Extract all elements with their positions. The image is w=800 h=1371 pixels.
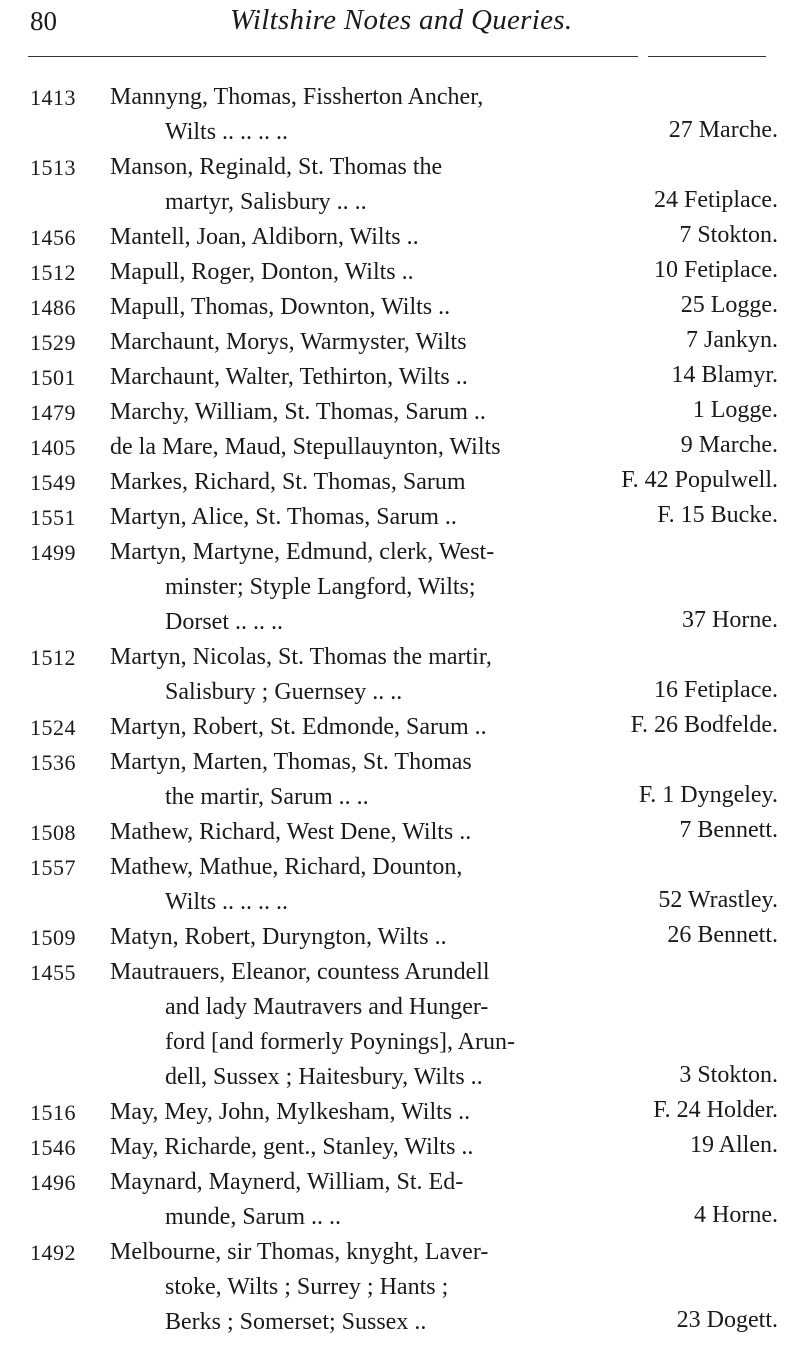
entry-line: Mantell, Joan, Aldiborn, Wilts .. <box>110 224 419 250</box>
entry-line: de la Mare, Maud, Stepullauynton, Wilts <box>110 434 501 460</box>
entry-line: minster; Styple Langford, Wilts; <box>165 574 476 600</box>
index-entry <box>0 920 800 955</box>
entry-year: 1479 <box>30 400 76 425</box>
entry-text <box>110 955 592 1095</box>
entry-line: Marchaunt, Walter, Tethirton, Wilts .. <box>110 364 468 390</box>
entry-year: 1512 <box>30 645 76 670</box>
entry-year: 1524 <box>30 715 76 740</box>
entry-line: Marchaunt, Morys, Warmyster, Wilts <box>110 329 467 355</box>
entry-year: 1513 <box>30 155 76 180</box>
index-entry <box>0 850 800 920</box>
entry-text <box>110 1165 592 1235</box>
entry-register-ref: 24 Fetiplace. <box>654 187 778 213</box>
index-entry <box>0 710 800 745</box>
index-entry <box>0 465 800 500</box>
index-entry <box>0 955 800 1095</box>
entry-text <box>110 325 592 360</box>
index-entry <box>0 1095 800 1130</box>
entry-register-ref: F. 26 Bodfelde. <box>630 712 778 738</box>
entry-line: Mautrauers, Eleanor, countess Arundell <box>110 959 490 985</box>
entry-year: 1486 <box>30 295 76 320</box>
entry-year: 1501 <box>30 365 76 390</box>
entry-line: May, Richarde, gent., Stanley, Wilts .. <box>110 1134 474 1160</box>
entry-register-ref: 37 Horne. <box>682 607 778 633</box>
index-entries <box>0 80 800 1340</box>
entry-register-ref: 14 Blamyr. <box>671 362 778 388</box>
entry-line: the martir, Sarum .. .. <box>165 784 369 810</box>
entry-text <box>110 1130 592 1165</box>
entry-year: 1508 <box>30 820 76 845</box>
entry-text <box>110 220 592 255</box>
entry-text <box>110 710 592 745</box>
entry-line: dell, Sussex ; Haitesbury, Wilts .. <box>165 1064 483 1090</box>
entry-year: 1529 <box>30 330 76 355</box>
index-entry <box>0 430 800 465</box>
entry-text <box>110 535 592 640</box>
index-entry <box>0 1165 800 1235</box>
entry-register-ref: F. 15 Bucke. <box>657 502 778 528</box>
entry-line: Matyn, Robert, Duryngton, Wilts .. <box>110 924 447 950</box>
entry-register-ref: 26 Bennett. <box>667 922 778 948</box>
index-entry <box>0 535 800 640</box>
entry-line: Markes, Richard, St. Thomas, Sarum <box>110 469 466 495</box>
entry-year: 1413 <box>30 85 76 110</box>
entry-register-ref: 7 Jankyn. <box>686 327 778 353</box>
entry-year: 1405 <box>30 435 76 460</box>
entry-register-ref: 4 Horne. <box>694 1202 778 1228</box>
entry-line: Maynard, Maynerd, William, St. Ed- <box>110 1169 464 1195</box>
index-entry <box>0 255 800 290</box>
index-entry <box>0 290 800 325</box>
entry-line: Martyn, Robert, St. Edmonde, Sarum .. <box>110 714 487 740</box>
page-number: 80 <box>30 6 57 36</box>
entry-register-ref: 27 Marche. <box>668 117 778 143</box>
entry-year: 1455 <box>30 960 76 985</box>
entry-register-ref: 52 Wrastley. <box>658 887 778 913</box>
entry-text <box>110 395 592 430</box>
entry-register-ref: 7 Bennett. <box>679 817 778 843</box>
entry-register-ref: 9 Marche. <box>680 432 778 458</box>
index-entry <box>0 640 800 710</box>
entry-text <box>110 80 592 150</box>
index-entry <box>0 745 800 815</box>
entry-line: Mathew, Mathue, Richard, Dounton, <box>110 854 463 880</box>
entry-text <box>110 745 592 815</box>
entry-line: Manson, Reginald, St. Thomas the <box>110 154 443 180</box>
entry-line: Berks ; Somerset; Sussex .. <box>165 1309 427 1335</box>
entry-text <box>110 430 592 465</box>
entry-line: Wilts .. .. .. .. <box>165 119 289 145</box>
entry-line: Mannyng, Thomas, Fissherton Ancher, <box>110 84 484 110</box>
entry-text <box>110 290 592 325</box>
index-entry <box>0 220 800 255</box>
entry-year: 1512 <box>30 260 76 285</box>
entry-register-ref: 7 Stokton. <box>679 222 778 248</box>
entry-register-ref: 19 Allen. <box>690 1132 778 1158</box>
entry-line: Dorset .. .. .. <box>165 609 283 635</box>
entry-text <box>110 500 592 535</box>
entry-year: 1546 <box>30 1135 76 1160</box>
entry-text <box>110 1235 592 1340</box>
entry-year: 1499 <box>30 540 76 565</box>
entry-register-ref: 23 Dogett. <box>676 1307 778 1333</box>
entry-text <box>110 150 592 220</box>
entry-line: Martyn, Martyne, Edmund, clerk, West- <box>110 539 495 565</box>
entry-register-ref: 25 Logge. <box>680 292 778 318</box>
entry-year: 1536 <box>30 750 76 775</box>
entry-year: 1496 <box>30 1170 76 1195</box>
entry-line: ford [and formerly Poynings], Arun- <box>165 1029 515 1055</box>
entry-line: munde, Sarum .. .. <box>165 1204 341 1230</box>
entry-register-ref: 16 Fetiplace. <box>654 677 778 703</box>
entry-line: Mathew, Richard, West Dene, Wilts .. <box>110 819 472 845</box>
entry-text <box>110 920 592 955</box>
entry-year: 1516 <box>30 1100 76 1125</box>
entry-line: Melbourne, sir Thomas, knyght, Laver- <box>110 1239 489 1265</box>
entry-line: stoke, Wilts ; Surrey ; Hants ; <box>165 1274 449 1300</box>
entry-year: 1549 <box>30 470 76 495</box>
entry-text <box>110 640 592 710</box>
entry-register-ref: F. 24 Holder. <box>653 1097 778 1123</box>
entry-year: 1456 <box>30 225 76 250</box>
entry-register-ref: 10 Fetiplace. <box>654 257 778 283</box>
entry-text <box>110 360 592 395</box>
index-entry <box>0 360 800 395</box>
entry-line: Mapull, Roger, Donton, Wilts .. <box>110 259 414 285</box>
index-entry <box>0 500 800 535</box>
entry-text <box>110 255 592 290</box>
entry-text <box>110 815 592 850</box>
entry-register-ref: F. 1 Dyngeley. <box>638 782 778 808</box>
index-entry <box>0 80 800 150</box>
index-entry <box>0 1130 800 1165</box>
entry-line: May, Mey, John, Mylkesham, Wilts .. <box>110 1099 471 1125</box>
header-rule-short <box>648 56 766 57</box>
index-entry <box>0 1235 800 1340</box>
index-entry <box>0 325 800 360</box>
entry-line: Wilts .. .. .. .. <box>165 889 289 915</box>
entry-year: 1509 <box>30 925 76 950</box>
entry-line: Mapull, Thomas, Downton, Wilts .. <box>110 294 451 320</box>
entry-register-ref: F. 42 Populwell. <box>621 467 778 493</box>
entry-year: 1557 <box>30 855 76 880</box>
entry-text <box>110 1095 592 1130</box>
index-entry <box>0 815 800 850</box>
index-entry <box>0 395 800 430</box>
entry-line: Salisbury ; Guernsey .. .. <box>165 679 403 705</box>
entry-line: Martyn, Nicolas, St. Thomas the martir, <box>110 644 492 670</box>
index-entry <box>0 150 800 220</box>
entry-line: Martyn, Alice, St. Thomas, Sarum .. <box>110 504 457 530</box>
entry-line: Marchy, William, St. Thomas, Sarum .. <box>110 399 486 425</box>
header-rule <box>28 56 638 57</box>
entry-register-ref: 1 Logge. <box>692 397 778 423</box>
running-title: Wiltshire Notes and Queries. <box>230 4 573 36</box>
entry-text <box>110 465 592 500</box>
entry-line: martyr, Salisbury .. .. <box>165 189 367 215</box>
entry-year: 1551 <box>30 505 76 530</box>
entry-line: and lady Mautravers and Hunger- <box>165 994 489 1020</box>
entry-year: 1492 <box>30 1240 76 1265</box>
entry-register-ref: 3 Stokton. <box>679 1062 778 1088</box>
entry-text <box>110 850 592 920</box>
entry-line: Martyn, Marten, Thomas, St. Thomas <box>110 749 472 775</box>
